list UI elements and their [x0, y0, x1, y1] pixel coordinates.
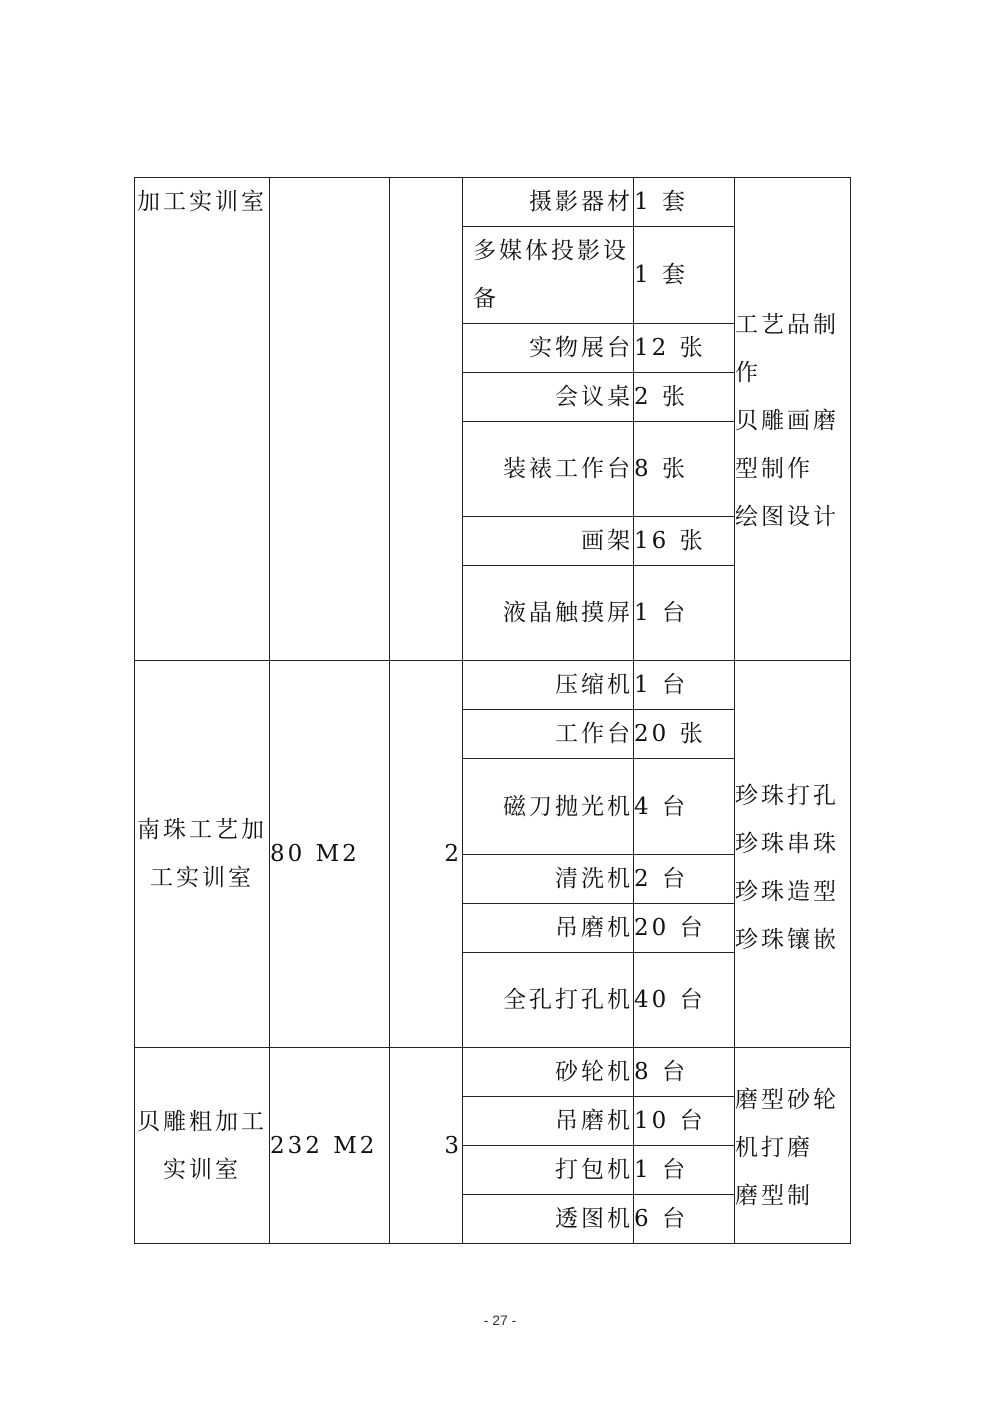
equipment-qty-cell: 8 张 [634, 422, 735, 517]
equipment-qty-cell: 1 台 [634, 1146, 735, 1195]
equipment-qty-cell: 1 台 [634, 566, 735, 661]
equipment-name-cell: 透图机 [463, 1195, 634, 1244]
project-line: 工艺品制作 [735, 312, 839, 386]
equipment-name-cell: 全孔打孔机 [463, 953, 634, 1048]
project-line: 绘图设计 [735, 504, 839, 530]
room-name-cell: 南珠工艺加工实训室 [135, 661, 270, 1048]
training-room-equipment-table [134, 177, 851, 1244]
station-count-cell: 3 [390, 1048, 463, 1244]
equipment-qty-cell: 20 张 [634, 710, 735, 759]
equipment-name-cell: 打包机 [463, 1146, 634, 1195]
project-line: 贝雕画磨型制作 [735, 408, 839, 482]
equipment-qty-cell: 4 台 [634, 759, 735, 855]
project-line: 磨型制 [735, 1182, 813, 1209]
station-count-cell: 2 [390, 661, 463, 1048]
equipment-qty-cell: 20 台 [634, 904, 735, 953]
equipment-name-cell: 液晶触摸屏 [463, 566, 634, 661]
training-projects-cell [735, 661, 851, 1048]
equipment-name-cell: 装裱工作台 [463, 422, 634, 517]
equipment-name-cell: 多媒体投影设备 [463, 227, 634, 324]
equipment-name-cell: 工作台 [463, 710, 634, 759]
equipment-name-cell: 磁刀抛光机 [463, 759, 634, 855]
area-cell: 232 M2 [270, 1048, 390, 1244]
equipment-qty-cell: 2 台 [634, 855, 735, 904]
equipment-qty-cell: 40 台 [634, 953, 735, 1048]
equipment-name-cell: 实物展台 [463, 324, 634, 373]
equipment-name-cell: 吊磨机 [463, 1097, 634, 1146]
room-name-cell: 加工实训室 [135, 178, 270, 661]
equipment-name-cell: 摄影器材 [463, 178, 634, 227]
equipment-name-cell: 会议桌 [463, 373, 634, 422]
training-projects-cell [735, 1048, 851, 1244]
equipment-name-cell: 砂轮机 [463, 1048, 634, 1097]
equipment-qty-cell: 8 台 [634, 1048, 735, 1097]
equipment-qty-cell: 1 套 [634, 227, 735, 324]
project-line: 珍珠打孔 [735, 783, 839, 809]
equipment-name-cell: 清洗机 [463, 855, 634, 904]
equipment-qty-cell: 2 张 [634, 373, 735, 422]
equipment-name-cell: 画架 [463, 517, 634, 566]
room-name-cell: 贝雕粗加工实训室 [135, 1048, 270, 1244]
equipment-qty-cell: 16 张 [634, 517, 735, 566]
equipment-qty-cell: 12 张 [634, 324, 735, 373]
equipment-qty-cell: 1 台 [634, 661, 735, 710]
project-line: 磨型砂轮机打磨 [735, 1086, 839, 1161]
project-line: 珍珠串珠珍珠造型 [735, 831, 839, 905]
table-row [135, 1048, 851, 1097]
equipment-name-cell: 压缩机 [463, 661, 634, 710]
equipment-qty-cell: 1 套 [634, 178, 735, 227]
equipment-qty-cell: 6 台 [634, 1195, 735, 1244]
page-number: - 27 - [483, 1312, 517, 1328]
table-row [135, 178, 851, 227]
equipment-name-cell: 吊磨机 [463, 904, 634, 953]
area-cell: 80 M2 [270, 661, 390, 1048]
training-projects-cell [735, 178, 851, 661]
equipment-qty-cell: 10 台 [634, 1097, 735, 1146]
station-count-cell [390, 178, 463, 661]
area-cell [270, 178, 390, 661]
table-row [135, 661, 851, 710]
project-line: 珍珠镶嵌 [735, 927, 839, 953]
